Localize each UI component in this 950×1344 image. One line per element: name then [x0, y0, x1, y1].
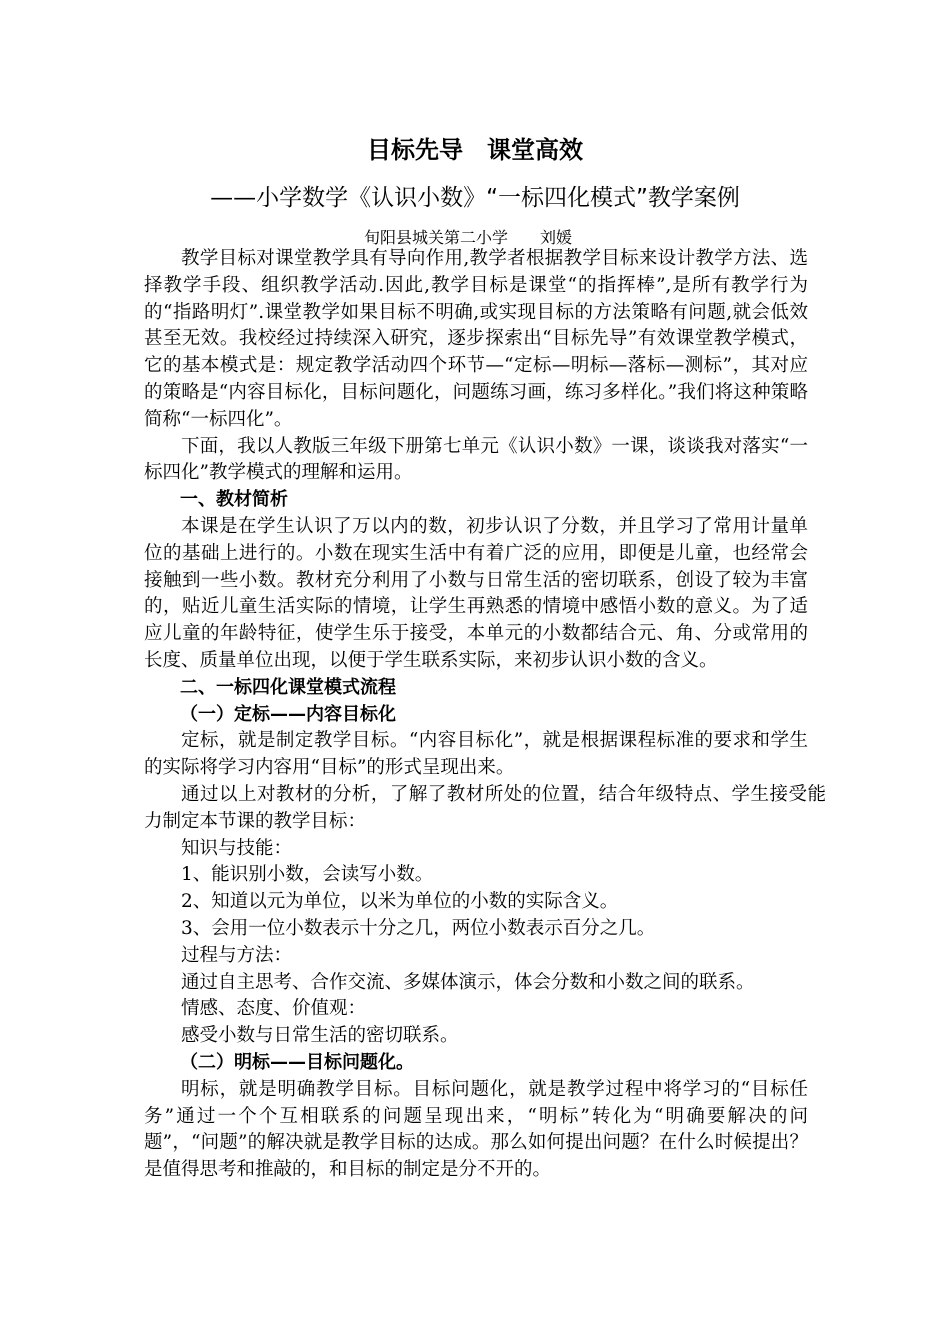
goal-process-text: 通过自主思考、合作交流、多媒体演示，体会分数和小数之间的联系。	[181, 971, 755, 993]
paragraph-goal-basis: 通过以上对教材的分析，了解了教材所处的位置，结合年级特点、学生接受能力制定本节课的教学目标：	[144, 783, 826, 832]
document-subtitle: ——小学数学《认识小数》“一标四化模式”教学案例	[210, 185, 740, 211]
goal-item-1: 1、能识别小数，会读写小数。	[181, 864, 434, 886]
goal-category-knowledge: 知识与技能：	[181, 837, 293, 859]
author-line: 旬阳县城关第二小学 刘媛	[364, 228, 573, 247]
document-body	[144, 246, 826, 1184]
section-heading-1: 一、教材简析	[180, 489, 288, 511]
goal-category-process: 过程与方法：	[181, 944, 293, 966]
goal-emotion-text: 感受小数与日常生活的密切联系。	[181, 1025, 459, 1047]
document-title: 目标先导 课堂高效	[367, 136, 583, 164]
paragraph-textbook-analysis: 本课是在学生认识了万以内的数，初步认识了分数，并且学习了常用计量单位的基础上进行的。小数在现实生活中有着广泛的应用，即便是儿童，也经常会接触到一些小数。教材充分利用了小数与日常生活的密切联系，创设了较为丰富的，贴近儿童生活实际的情境，让学生再熟悉的情境中感悟小数的意义。为了适应儿童的年龄特征，使学生乐于接受，本单元的小数都结合元、角、分或常用的长度、质量单位出现，以便于学生联系实际，来初步认识小数的含义。	[144, 515, 808, 671]
goal-item-2: 2、知道以元为单位，以米为单位的小数的实际含义。	[181, 891, 619, 913]
paragraph-clarify-goals: 明标，就是明确教学目标。目标问题化，就是教学过程中将学习的“目标任务”通过一个个互相联系的问题呈现出来，“明标”转化为“明确要解决的问题”，“问题”的解决就是教学目标的达成。那么如何提出问题？在什么时候提出？是值得思考和推敲的，和目标的制定是分不开的。	[144, 1078, 808, 1181]
paragraph-intro: 教学目标对课堂教学具有导向作用,教学者根据教学目标来设计教学方法、选择教学手段、组织教学活动.因此,教学目标是课堂“的指挥棒”,是所有教学行为的“指路明灯”.课堂教学如果目标不明确,或实现目标的方法策略有问题,就会低效甚至无效。我校经过持续深入研究，逐步探索出“目标先导”有效课堂教学模式，它的基本模式是：规定教学活动四个环节—“定标—明标—落标—测标”，其对应的策略是“内容目标化，目标问题化，问题练习画，练习多样化。”我们将这种策略简称“一标四化”。	[144, 248, 808, 430]
goal-category-emotion: 情感、态度、价值观：	[181, 998, 367, 1020]
paragraph-lesson: 下面，我以人教版三年级下册第七单元《认识小数》一课，谈谈我对落实“一标四化”教学模式的理解和运用。	[144, 435, 808, 484]
goal-item-3: 3、会用一位小数表示十分之几，两位小数表示百分之几。	[181, 917, 656, 939]
paragraph-set-goals: 定标，就是制定教学目标。“内容目标化”，就是根据课程标准的要求和学生的实际将学习内容用“目标”的形式呈现出来。	[144, 730, 808, 779]
section-heading-2: 二、一标四化课堂模式流程	[180, 676, 396, 698]
subsection-heading-1: （一）定标——内容目标化	[180, 703, 396, 725]
subsection-heading-2: （二）明标——目标问题化。	[180, 1051, 414, 1073]
